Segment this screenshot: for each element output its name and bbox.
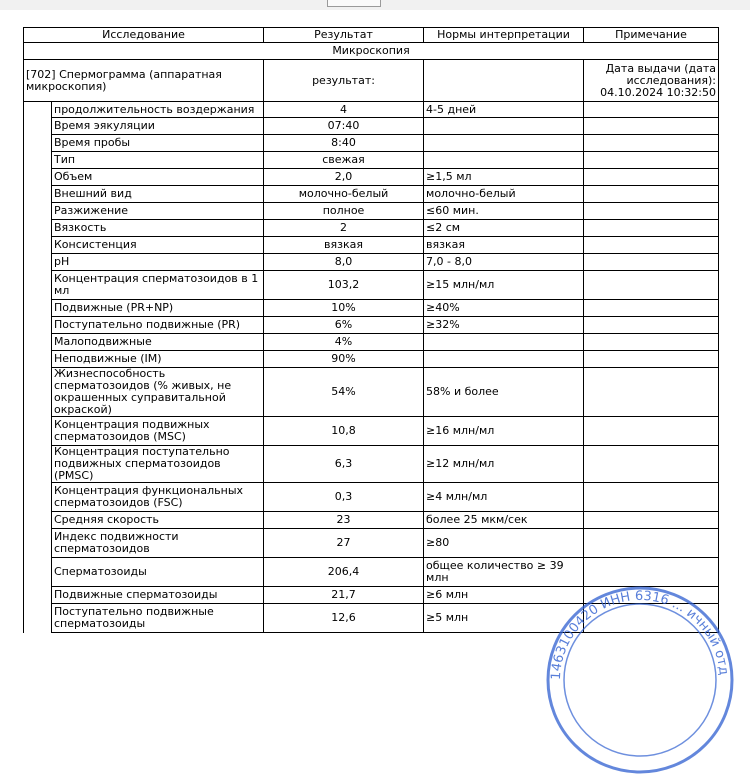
row-name: Вязкость <box>52 220 264 237</box>
row-result: 8:40 <box>264 135 424 152</box>
row-name: Сперматозоиды <box>52 558 264 587</box>
row-result: молочно-белый <box>264 186 424 203</box>
indent-cell <box>24 512 52 529</box>
row-result: 4 <box>264 102 424 118</box>
row-norm <box>424 135 584 152</box>
row-result: 4% <box>264 334 424 351</box>
row-result: 6,3 <box>264 446 424 483</box>
header-norms: Нормы интерпретации <box>424 28 584 43</box>
table-header-row <box>24 28 719 43</box>
row-result: 07:40 <box>264 118 424 135</box>
row-result: 8,0 <box>264 254 424 271</box>
row-note <box>584 203 719 220</box>
indent-cell <box>24 118 52 135</box>
indent-cell <box>24 300 52 317</box>
section-title: Микроскопия <box>24 43 719 60</box>
row-name: Разжижение <box>52 203 264 220</box>
indent-cell <box>24 351 52 368</box>
row-result: 12,6 <box>264 604 424 633</box>
indent-cell <box>24 587 52 604</box>
row-result: 6% <box>264 317 424 334</box>
header-study: Исследование <box>24 28 264 43</box>
indent-cell <box>24 254 52 271</box>
row-name: Время пробы <box>52 135 264 152</box>
row-norm: молочно-белый <box>424 186 584 203</box>
row-norm <box>424 334 584 351</box>
row-norm: ≥32% <box>424 317 584 334</box>
table-row <box>24 102 719 118</box>
indent-cell <box>24 558 52 587</box>
row-norm: 4-5 дней <box>424 102 584 118</box>
row-norm: ≥16 млн/мл <box>424 417 584 446</box>
row-norm: 7,0 - 8,0 <box>424 254 584 271</box>
row-name: Объем <box>52 169 264 186</box>
row-norm: ≥5 млн <box>424 604 584 633</box>
study-name: [702] Спермограмма (аппаратная микроскопия) <box>24 60 264 102</box>
indent-cell <box>24 102 52 118</box>
row-norm <box>424 351 584 368</box>
row-name: Подвижные (PR+NP) <box>52 300 264 317</box>
indent-cell <box>24 417 52 446</box>
row-name: Жизнеспособность сперматозоидов (% живых, не окрашенных суправитальной окраской) <box>52 368 264 417</box>
row-note <box>584 317 719 334</box>
row-result: вязкая <box>264 237 424 254</box>
table-row <box>24 351 719 368</box>
row-norm: ≥40% <box>424 300 584 317</box>
row-norm: общее количество ≥ 39 млн <box>424 558 584 587</box>
row-norm: ≥1,5 мл <box>424 169 584 186</box>
row-name: Средняя скорость <box>52 512 264 529</box>
row-note <box>584 351 719 368</box>
row-name: продолжительность воздержания <box>52 102 264 118</box>
row-note <box>584 102 719 118</box>
table-row <box>24 135 719 152</box>
table-row <box>24 587 719 604</box>
row-name: Малоподвижные <box>52 334 264 351</box>
indent-cell <box>24 169 52 186</box>
table-row <box>24 254 719 271</box>
row-norm: ≥80 <box>424 529 584 558</box>
row-name: Время эякуляции <box>52 118 264 135</box>
row-norm: ≥4 млн/мл <box>424 483 584 512</box>
row-result: 90% <box>264 351 424 368</box>
study-norm <box>424 60 584 102</box>
toolbar-tab[interactable] <box>327 0 381 7</box>
study-note: Дата выдачи (дата исследования): 04.10.2024 10:32:50 <box>584 60 719 102</box>
indent-cell <box>24 186 52 203</box>
indent-cell <box>24 135 52 152</box>
row-norm <box>424 118 584 135</box>
row-norm: ≤2 см <box>424 220 584 237</box>
row-result: 2 <box>264 220 424 237</box>
table-row <box>24 203 719 220</box>
table-row <box>24 604 719 633</box>
row-result: 23 <box>264 512 424 529</box>
table-row <box>24 512 719 529</box>
table-row <box>24 317 719 334</box>
row-norm: ≥12 млн/мл <box>424 446 584 483</box>
row-norm <box>424 152 584 169</box>
row-note <box>584 368 719 417</box>
indent-cell <box>24 604 52 633</box>
row-result: свежая <box>264 152 424 169</box>
row-note <box>584 169 719 186</box>
row-note <box>584 135 719 152</box>
table-row <box>24 118 719 135</box>
row-result: 2,0 <box>264 169 424 186</box>
row-norm: ≥6 млн <box>424 587 584 604</box>
study-row <box>24 60 719 102</box>
table-row <box>24 186 719 203</box>
row-norm: ≥15 млн/мл <box>424 271 584 300</box>
row-norm: более 25 мкм/сек <box>424 512 584 529</box>
indent-cell <box>24 271 52 300</box>
row-name: Индекс подвижности сперматозоидов <box>52 529 264 558</box>
row-name: Концентрация функциональных сперматозоидов (FSC) <box>52 483 264 512</box>
row-name: pH <box>52 254 264 271</box>
row-note <box>584 483 719 512</box>
row-note <box>584 446 719 483</box>
header-result: Результат <box>264 28 424 43</box>
row-note <box>584 334 719 351</box>
row-name: Подвижные сперматозоиды <box>52 587 264 604</box>
row-result: 206,4 <box>264 558 424 587</box>
indent-cell <box>24 368 52 417</box>
table-row <box>24 271 719 300</box>
row-note <box>584 118 719 135</box>
study-result: результат: <box>264 60 424 102</box>
row-name: Неподвижные (IM) <box>52 351 264 368</box>
row-result: 10% <box>264 300 424 317</box>
row-name: Поступательно подвижные сперматозоиды <box>52 604 264 633</box>
table-row <box>24 446 719 483</box>
table-row <box>24 237 719 254</box>
svg-text:1463100420 ИНН 6316 ... ичный: 1463100420 ИНН 6316 ... ичный отд <box>548 588 731 681</box>
table-row <box>24 300 719 317</box>
row-note <box>584 604 719 633</box>
table-row <box>24 558 719 587</box>
row-note <box>584 237 719 254</box>
row-note <box>584 152 719 169</box>
row-result: 21,7 <box>264 587 424 604</box>
row-note <box>584 558 719 587</box>
indent-cell <box>24 446 52 483</box>
section-row <box>24 43 719 60</box>
table-row <box>24 220 719 237</box>
row-result: полное <box>264 203 424 220</box>
row-name: Концентрация поступательно подвижных сперматозоидов (PMSC) <box>52 446 264 483</box>
row-note <box>584 417 719 446</box>
indent-cell <box>24 483 52 512</box>
row-note <box>584 271 719 300</box>
indent-cell <box>24 334 52 351</box>
row-note <box>584 220 719 237</box>
results-table <box>23 27 719 633</box>
row-note <box>584 300 719 317</box>
table-row <box>24 529 719 558</box>
header-note: Примечание <box>584 28 719 43</box>
indent-cell <box>24 317 52 334</box>
row-name: Поступательно подвижные (PR) <box>52 317 264 334</box>
row-note <box>584 186 719 203</box>
row-note <box>584 512 719 529</box>
row-name: Тип <box>52 152 264 169</box>
row-name: Концентрация подвижных сперматозоидов (MSC) <box>52 417 264 446</box>
row-norm: вязкая <box>424 237 584 254</box>
row-result: 103,2 <box>264 271 424 300</box>
table-row <box>24 368 719 417</box>
table-row <box>24 417 719 446</box>
table-row <box>24 483 719 512</box>
row-name: Концентрация сперматозоидов в 1 мл <box>52 271 264 300</box>
row-norm: ≤60 мин. <box>424 203 584 220</box>
indent-cell <box>24 203 52 220</box>
document-page <box>0 10 750 681</box>
row-result: 27 <box>264 529 424 558</box>
row-result: 0,3 <box>264 483 424 512</box>
row-note <box>584 529 719 558</box>
indent-cell <box>24 152 52 169</box>
row-name: Консистенция <box>52 237 264 254</box>
table-row <box>24 334 719 351</box>
row-norm: 58% и более <box>424 368 584 417</box>
indent-cell <box>24 220 52 237</box>
row-result: 54% <box>264 368 424 417</box>
row-result: 10,8 <box>264 417 424 446</box>
table-row <box>24 152 719 169</box>
row-note <box>584 254 719 271</box>
indent-cell <box>24 237 52 254</box>
row-name: Внешний вид <box>52 186 264 203</box>
indent-cell <box>24 529 52 558</box>
row-note <box>584 587 719 604</box>
table-row <box>24 169 719 186</box>
